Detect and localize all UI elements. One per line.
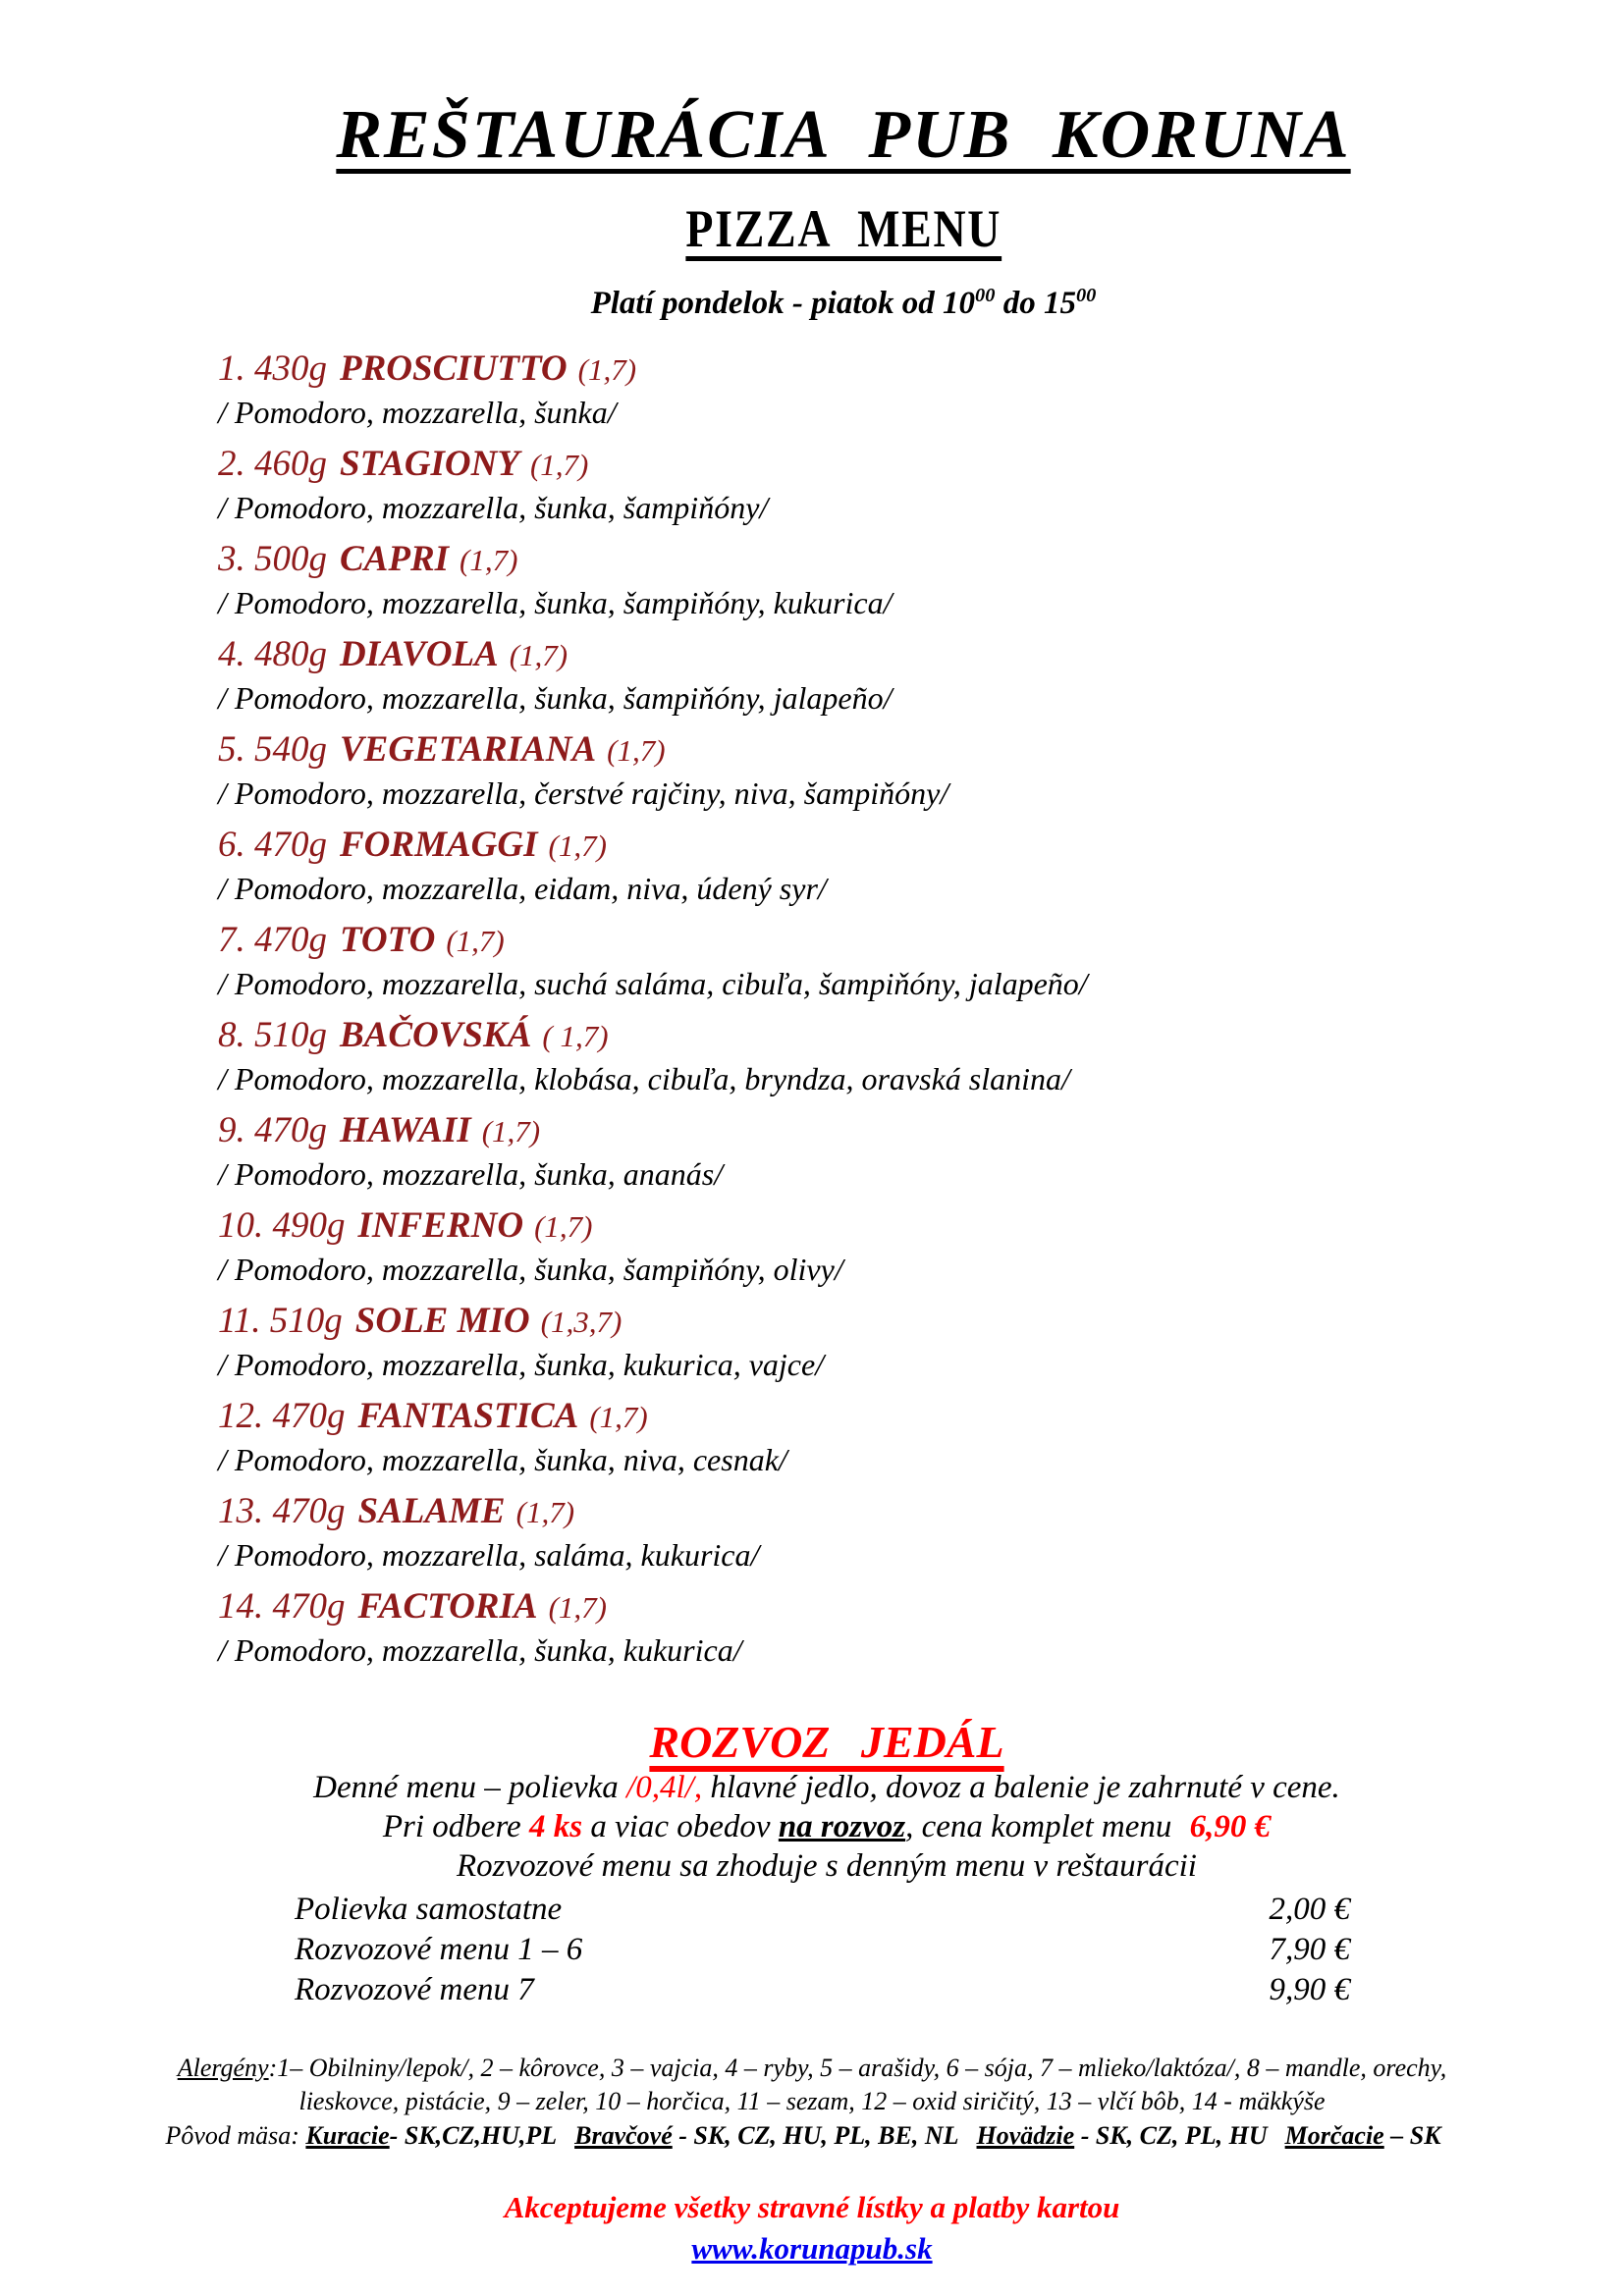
menu-item-title [218, 1204, 1624, 1249]
item-allergen-codes: (1,7) [460, 543, 518, 577]
item-allergen-codes: (1,7) [534, 1209, 593, 1244]
pizza-list [218, 347, 1624, 1671]
item-name: FORMAGGI [340, 825, 538, 865]
item-number-weight: 8. 510g [218, 1015, 327, 1055]
item-number-weight: 9. 470g [218, 1110, 327, 1150]
item-ingredients: / Pomodoro, mozzarella, šunka, šampiňóny, olivy/ [218, 1252, 843, 1287]
item-ingredients: / Pomodoro, mozzarella, šunka, niva, cesnak/ [218, 1442, 787, 1477]
price-value: 9,90 € [1269, 1972, 1350, 2007]
delivery-info-line-3: Rozvozové menu sa zhoduje s denným menu v reštaurácii [457, 1848, 1197, 1884]
price-value: 2,00 € [1269, 1892, 1350, 1927]
menu-item-title [218, 443, 1624, 487]
item-name: INFERNO [357, 1205, 524, 1246]
item-allergen-codes: (1,7) [577, 352, 637, 387]
footer-section [0, 2052, 1624, 2267]
item-allergen-codes: (1,7) [529, 448, 589, 482]
delivery-section [0, 1716, 1624, 2010]
min-order-highlight: 4 ks [528, 1809, 583, 1844]
meat-type: Hovädzie [976, 2121, 1075, 2150]
delivery-info-line-1 [29, 1768, 1624, 1807]
allergens-list: :1– Obilniny/lepok/, 2 – kôrovce, 3 – vajcia, 4 – ryby, 5 – arašidy, 6 – sója, 7 – mlieko/laktóza/, 8 – mandle, orechy, [268, 2054, 1447, 2082]
item-ingredients: / Pomodoro, mozzarella, šunka, ananás/ [218, 1156, 724, 1192]
item-allergen-codes: (1,7) [515, 1495, 575, 1529]
menu-item [218, 443, 1624, 528]
meat-origin-label: Pôvod mäsa: [165, 2121, 306, 2150]
item-number-weight: 6. 470g [218, 825, 327, 865]
menu-item [218, 919, 1624, 1004]
item-allergen-codes: (1,3,7) [540, 1305, 623, 1339]
item-name: TOTO [340, 920, 436, 960]
validity-text: do 15 [995, 286, 1076, 321]
meat-countries: – SK [1383, 2121, 1441, 2150]
delivery-text: Pri odbere [382, 1809, 529, 1844]
delivery-text: Denné menu – polievka [313, 1770, 627, 1805]
item-allergen-codes: (1,7) [481, 1114, 541, 1148]
validity-text: Platí pondelok - piatok od 10 [590, 286, 976, 321]
item-number-weight: 7. 470g [218, 920, 327, 960]
item-number-weight: 11. 510g [218, 1301, 343, 1341]
allergens-note [0, 2052, 1624, 2118]
delivery-text: a viac obedov [582, 1809, 779, 1844]
delivery-text: , cena komplet menu [905, 1809, 1180, 1844]
item-name: PROSCIUTTO [340, 348, 568, 389]
payment-note: Akceptujeme všetky stravné lístky a platby kartou [504, 2190, 1120, 2224]
menu-item [218, 1395, 1624, 1480]
item-number-weight: 2. 460g [218, 444, 327, 484]
menu-item-title [218, 1490, 1624, 1534]
menu-item-title [218, 1014, 1624, 1058]
allergens-label: Alergény [177, 2054, 269, 2082]
meat-countries: - SK,CZ,HU,PL [389, 2121, 558, 2150]
validity-superscript: 00 [1075, 285, 1097, 306]
menu-item [218, 728, 1624, 814]
restaurant-title: REŠTAURÁCIA PUB KORUNA [336, 97, 1351, 173]
item-ingredients: / Pomodoro, mozzarella, šunka, kukurica/ [218, 1632, 742, 1668]
item-number-weight: 14. 470g [218, 1586, 346, 1627]
menu-item-title [218, 1585, 1624, 1629]
item-allergen-codes: ( 1,7) [542, 1019, 609, 1053]
meat-countries: - SK, CZ, HU, PL, BE, NL [672, 2121, 959, 2150]
delivery-section-title: ROZVOZ JEDÁL [649, 1717, 1004, 1767]
menu-item-title [218, 347, 1624, 392]
menu-item-title [218, 1300, 1624, 1344]
allergens-line-2: lieskovce, pistácie, 9 – zeler, 10 – horčica, 11 – sezam, 12 – oxid siričitý, 13 – vlčí bôb, 14 - mäkkýše [298, 2087, 1326, 2115]
item-ingredients: / Pomodoro, mozzarella, saláma, kukurica/ [218, 1537, 760, 1573]
menu-item [218, 347, 1624, 433]
item-name: STAGIONY [340, 444, 519, 484]
menu-price-highlight: 6,90 € [1189, 1809, 1272, 1844]
menu-item-title [218, 1109, 1624, 1153]
meat-type: Bravčové [574, 2121, 673, 2150]
item-name: FANTASTICA [357, 1396, 579, 1436]
menu-item-title [218, 633, 1624, 677]
item-allergen-codes: (1,7) [548, 1590, 607, 1625]
price-row [295, 1890, 1350, 1930]
menu-item [218, 1490, 1624, 1575]
item-allergen-codes: (1,7) [548, 828, 607, 863]
item-number-weight: 1. 430g [218, 348, 327, 389]
item-allergen-codes: (1,7) [607, 733, 666, 768]
soup-volume-highlight: /0,4l/, [626, 1770, 703, 1805]
item-ingredients: / Pomodoro, mozzarella, šunka, šampiňóny, kukurica/ [218, 585, 893, 620]
item-ingredients: / Pomodoro, mozzarella, šunka, kukurica, vajce/ [218, 1347, 825, 1382]
delivery-info-line-2 [29, 1807, 1624, 1846]
item-ingredients: / Pomodoro, mozzarella, šunka/ [218, 395, 617, 430]
pizza-menu-subtitle: PIZZA MENU [685, 199, 1001, 258]
menu-item [218, 1300, 1624, 1385]
item-name: SALAME [357, 1491, 506, 1531]
validity-superscript: 00 [975, 285, 996, 306]
menu-item-title [218, 538, 1624, 582]
menu-item [218, 1204, 1624, 1290]
price-label: Rozvozové menu 1 – 6 [295, 1932, 583, 1967]
item-ingredients: / Pomodoro, mozzarella, čerstvé rajčiny, niva, šampiňóny/ [218, 775, 949, 811]
item-number-weight: 4. 480g [218, 634, 327, 674]
validity-line [63, 285, 1624, 322]
website-link[interactable]: www.korunapub.sk [691, 2231, 933, 2266]
item-number-weight: 10. 490g [218, 1205, 346, 1246]
item-allergen-codes: (1,7) [446, 924, 505, 958]
price-value: 7,90 € [1269, 1932, 1350, 1967]
price-label: Rozvozové menu 7 [295, 1972, 534, 2007]
menu-item [218, 1014, 1624, 1099]
meat-type: Morčacie [1284, 2121, 1384, 2150]
item-name: FACTORIA [357, 1586, 538, 1627]
meat-type: Kuracie [305, 2121, 390, 2150]
item-number-weight: 3. 500g [218, 539, 327, 579]
menu-item [218, 538, 1624, 623]
item-name: HAWAII [340, 1110, 471, 1150]
delivery-price-list [29, 1890, 1624, 2010]
item-name: VEGETARIANA [340, 729, 597, 770]
price-row [295, 1930, 1350, 1970]
item-name: SOLE MIO [354, 1301, 530, 1341]
document-header [0, 0, 1624, 322]
item-name: DIAVOLA [340, 634, 499, 674]
meat-countries: - SK, CZ, PL, HU [1074, 2121, 1268, 2150]
menu-item-title [218, 919, 1624, 963]
item-ingredients: / Pomodoro, mozzarella, eidam, niva, údený syr/ [218, 871, 827, 906]
item-name: BAČOVSKÁ [340, 1015, 532, 1055]
menu-item-title [218, 824, 1624, 868]
item-ingredients: / Pomodoro, mozzarella, klobása, cibuľa, bryndza, oravská slanina/ [218, 1061, 1070, 1096]
item-name: CAPRI [340, 539, 450, 579]
menu-item-title [218, 1395, 1624, 1439]
item-number-weight: 13. 470g [218, 1491, 346, 1531]
price-row [295, 1970, 1350, 2010]
price-label: Polievka samostatne [295, 1892, 563, 1927]
menu-item [218, 633, 1624, 719]
menu-item-title [218, 728, 1624, 773]
item-ingredients: / Pomodoro, mozzarella, suchá saláma, cibuľa, šampiňóny, jalapeño/ [218, 966, 1088, 1001]
menu-item [218, 824, 1624, 909]
allergens-line-1 [0, 2052, 1624, 2085]
item-allergen-codes: (1,7) [509, 638, 568, 672]
item-ingredients: / Pomodoro, mozzarella, šunka, šampiňóny, jalapeño/ [218, 680, 893, 716]
menu-item [218, 1585, 1624, 1671]
menu-item [218, 1109, 1624, 1195]
item-ingredients: / Pomodoro, mozzarella, šunka, šampiňóny/ [218, 490, 769, 525]
delivery-text: hlavné jedlo, dovoz a balenie je zahrnuté v cene. [702, 1770, 1340, 1805]
item-number-weight: 5. 540g [218, 729, 327, 770]
delivery-emphasis: na rozvoz [778, 1809, 906, 1844]
item-allergen-codes: (1,7) [589, 1400, 648, 1434]
meat-origin-line [0, 2121, 1624, 2151]
item-number-weight: 12. 470g [218, 1396, 346, 1436]
